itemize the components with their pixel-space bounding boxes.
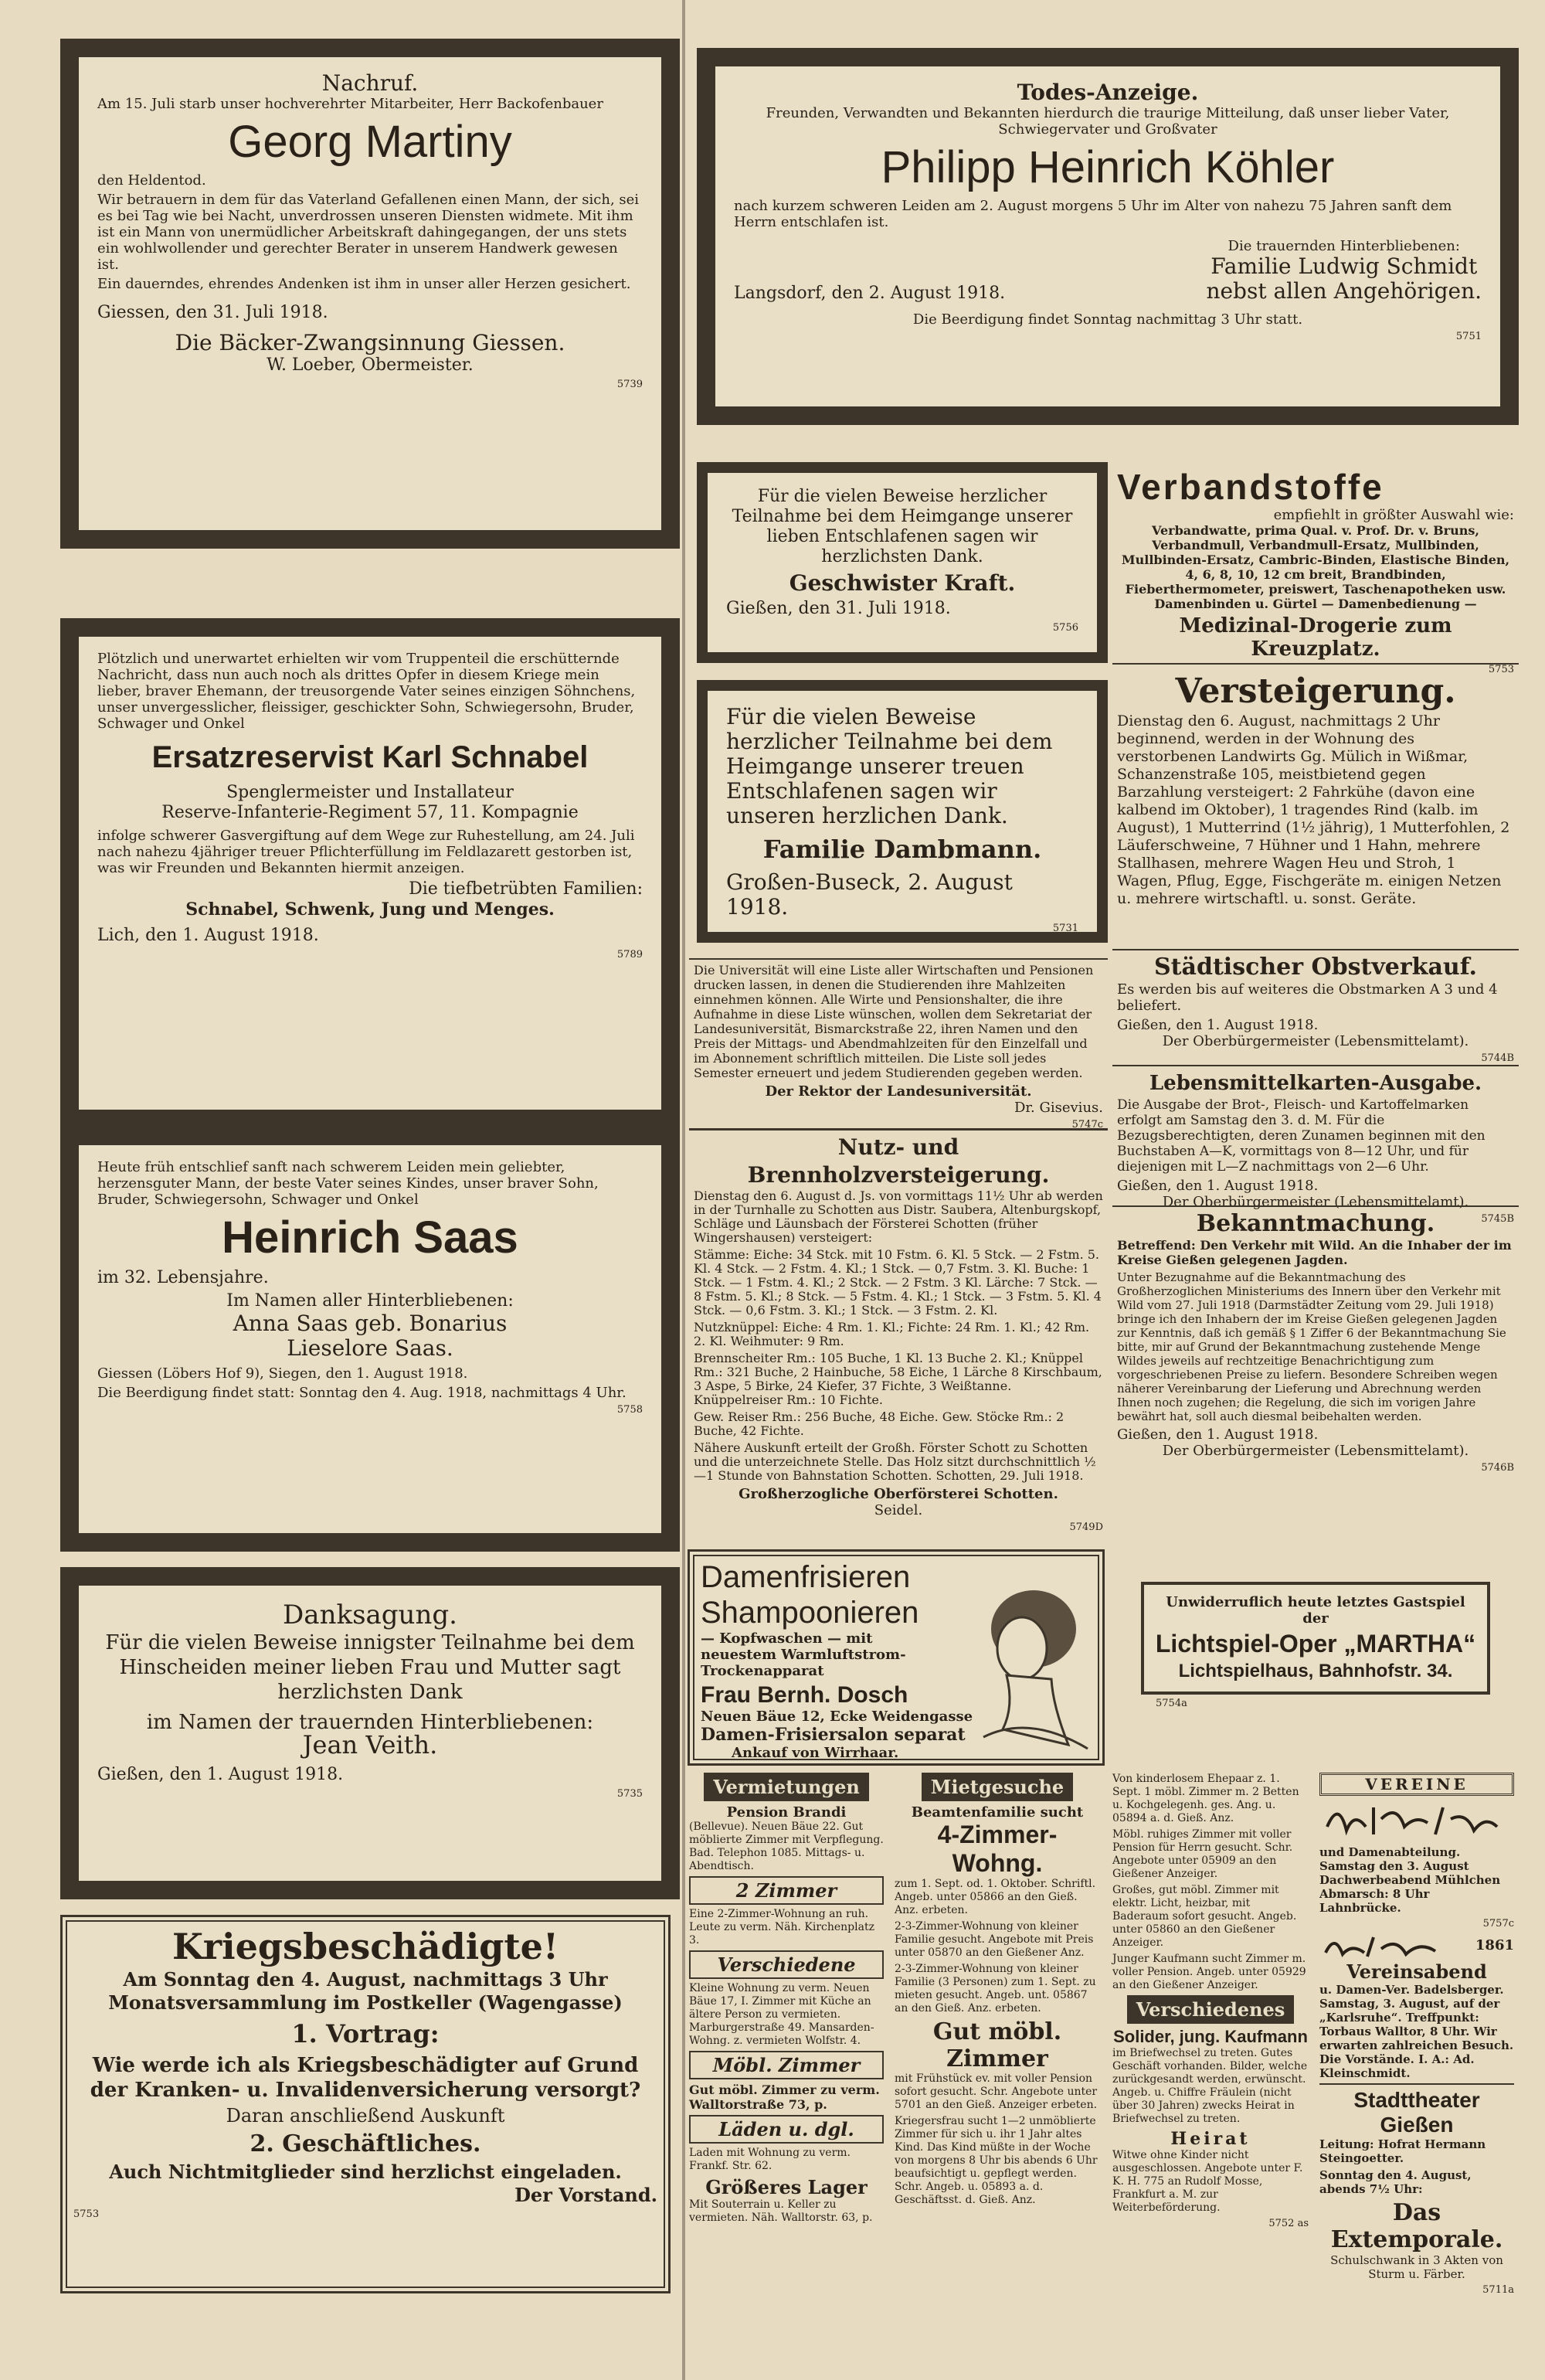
krieg-after: Daran anschließend Auskunft — [226, 2105, 505, 2127]
univ-sign: Der Rektor der Landesuniversität. — [765, 1083, 1032, 1100]
theater-time: Sonntag den 4. August, abends 7½ Uhr: — [1319, 2168, 1472, 2196]
saas-child: Lieselore Saas. — [287, 1335, 453, 1361]
obituary-schnabel — [60, 618, 680, 1128]
kraft-date: Gießen, den 31. Juli 1918. — [726, 599, 951, 618]
bekannt-text: Unter Bezugnahme auf die Bekanntmachung des Großherzoglichen Ministeriums des Innern über den Verkehr mit Wild vom 27. Juli 1918 (Darmstädter Zeitung vom 29. Juli 1918) bringe ich den Inhabern der im Kreise Gießen gelegenen Jagden zur Kenntnis, daß ich gemäß § 1 Ziffer 6 der Bekanntmachung Sie bitte, mir auf Grund der Bekanntmachung zustehende Menge Wildes jeweils auf rechtzeitige Benachrichtigung zum vorgeschriebenen Preise zu liefern. Besondere Schreiben wegen näherer Vereinbarung der Lieferung und Abrechnung werden Ihnen noch zugehen; die Regelung, die sich im vorigen Jahre bewährt hat, soll auch diesmal beibehalten werden. — [1117, 1270, 1506, 1423]
koehler-mourners-label: Die trauernden Hinterbliebenen: — [1228, 238, 1460, 254]
club-signature-2-logo-icon — [1319, 1930, 1443, 1960]
miet-beamt: Beamtenfamilie sucht — [911, 1804, 1084, 1821]
vsch-title: Solider, jung. Kaufmann — [1113, 2027, 1308, 2046]
verm-label-moebl: Möbl. Zimmer — [689, 2051, 884, 2079]
miet-wohn: 4-Zimmer-Wohng. — [937, 1821, 1058, 1877]
thanks-veith — [60, 1567, 680, 1899]
martha-line3: Lichtspielhaus, Bahnhofstr. 34. — [1178, 1661, 1453, 1681]
vereine-verein-title: Vereinsabend — [1346, 1960, 1487, 1983]
holz-title: Nutz- und Brennholzversteigerung. — [747, 1134, 1050, 1188]
saas-code: 5758 — [616, 1404, 643, 1416]
verm-lager: Mit Souterrain u. Keller zu vermieten. Näh. Walltorstr. 63, p. — [689, 2198, 873, 2224]
kinder-text3: Großes, gut möbl. Zimmer mit elektr. Licht, heizbar, mit Baderaum sofort gesucht. Angeb. unter 05860 an den Gießener Anzeiger. — [1112, 1884, 1297, 1949]
obst-sign: Der Oberbürgermeister (Lebensmittelamt). — [1162, 1033, 1469, 1049]
verband-line1: empfiehlt in größter Auswahl wie: — [1273, 507, 1514, 523]
schnabel-date: Lich, den 1. August 1918. — [97, 926, 319, 945]
miet-gut: Gut möbl. Zimmer — [932, 2018, 1062, 2072]
martiny-code: 5739 — [616, 379, 643, 390]
verm-laden: Laden mit Wohnung zu verm. Frankf. Str. 62. — [689, 2147, 851, 2172]
obst-date: Gießen, den 1. August 1918. — [1117, 1017, 1319, 1033]
kraft-text: Für die vielen Beweise herzlicher Teilnahme bei dem Heimgange unserer lieben Entschlafenen sagen wir herzlichsten Dank. — [732, 487, 1073, 566]
classifieds-vermietungen — [684, 1770, 888, 2357]
martiny-date: Giessen, den 31. Juli 1918. — [97, 303, 328, 322]
dosch-line2: Shampoonieren — [701, 1596, 919, 1630]
verband-text: Verbandwatte, prima Qual. v. Prof. Dr. v. Bruns, Verbandmull, Verbandmull-Ersatz, Mullbinden, Mullbinden-Ersatz, Cambric-Binden, Elastische Binden, 4, 6, 8, 10, 12 cm breit, Brandbinden, Fieberthermometer, preiswert, Taschenapotheken usw. Damenbinden u. Gürtel — Damenbedienung — — [1121, 523, 1510, 611]
versteigerung-title: Versteigerung. — [1175, 672, 1456, 711]
verm-moebl: Gut möbl. Zimmer zu verm. Walltorstraße 73, p. — [689, 2082, 880, 2112]
obituary-saas — [60, 1127, 680, 1552]
schnabel-rank2: Reserve-Infanterie-Regiment 57, 11. Kompagnie — [161, 803, 579, 822]
krieg-invite: Auch Nichtmitglieder sind herzlichst eingeladen. — [109, 2161, 622, 2183]
martiny-name: Georg Martiny — [228, 117, 512, 167]
martha-line1: Unwiderruflich heute letztes Gastspiel der — [1166, 1594, 1465, 1627]
veith-date: Gießen, den 1. August 1918. — [97, 1765, 344, 1784]
dambmann-name: Familie Dambmann. — [762, 835, 1042, 864]
dosch-addr: Neuen Bäue 12, Ecke Weidengasse — [701, 1708, 973, 1725]
verm-tag: Vermietungen — [704, 1773, 869, 1801]
versteigerung-text: Dienstag den 6. August, nachmittags 2 Uhr beginnend, werden in der Wohnung des verstorbenen Landwirts Gg. Mülich in Wißmar, Schanzenstraße 105, meistbietend gegen Barzahlung versteigert: 2 Fahrkühe (davon eine kalbend im Oktober), 1 tragendes Rind (kalb. im August), 1 Mutterrind (1½ jährig), 1 Mutterfohlen, 2 Läuferschweine, 7 Hühner und 1 Hahn, mehrere Stallhasen, mehrere Wagen Heu und Stroh, 1 Wagen, Pflug, Egge, Fischgeräte m. einigen Netzen u. mehrere wirtschaftl. u. sonst. Geräte. — [1117, 712, 1510, 907]
lebens-sign: Der Oberbürgermeister (Lebensmittelamt). — [1162, 1194, 1469, 1210]
vsch-heirat: Heirat — [1170, 2129, 1251, 2149]
saas-date: Giessen (Löbers Hof 9), Siegen, den 1. August 1918. — [97, 1365, 468, 1382]
schnabel-text: infolge schwerer Gasvergiftung auf dem Wege zur Ruhestellung, am 24. Juli nach nahezu 4jähriger treuer Pflichterfüllung im Feldlazarett gestorben ist, was wir Freunden und Bekannten hiermit anzeigen. — [97, 828, 635, 876]
krieg-code: 5753 — [73, 2208, 100, 2220]
obituary-koehler — [697, 48, 1519, 425]
koehler-place: Langsdorf, den 2. August 1918. — [734, 284, 1006, 303]
saas-age: im 32. Lebensjahre. — [97, 1268, 269, 1287]
dosch-line3: — Kopfwaschen — mit neuestem Warmluftstrom-Trockenapparat — [701, 1630, 906, 1679]
vereine-damen: und Damenabteilung. Samstag den 3. August Dachwerbeabend Mühlchen Abmarsch: 8 Uhr Lahnbrücke. — [1319, 1845, 1501, 1915]
notice-versteigerung — [1112, 668, 1519, 946]
veith-text: Für die vielen Beweise innigster Teilnahme bei dem Hinscheiden meiner lieben Frau und Mutter sagt herzlichsten Dank — [105, 1631, 635, 1704]
verm-lager-title: Größeres Lager — [705, 2176, 868, 2198]
obst-text: Es werden bis auf weiteres die Obstmarken A 3 und 4 beliefert. — [1117, 981, 1498, 1014]
notice-bekanntmachung — [1112, 1205, 1519, 1545]
vsch-heirat-text: Witwe ohne Kinder nicht ausgeschlossen. Angebote unter F. K. H. 775 an Rudolf Mosse, Frankfurt a. M. zur Weiterbeförderung. — [1112, 2149, 1303, 2214]
verm-label-laden: Läden u. dgl. — [689, 2115, 884, 2144]
verm-versch: Kleine Wohnung zu verm. Neuen Bäue 17, I. Zimmer mit Küche an ältere Person zu vermieten. Marburgerstraße 49. Mansarden-Wohng. z. vermieten Wolfstr. 4. — [689, 1982, 874, 2047]
verband-code: 5753 — [1488, 664, 1514, 675]
saas-name: Heinrich Saas — [222, 1212, 518, 1263]
holz-reiser: Gew. Reiser Rm.: 256 Buche, 48 Eiche. Gew. Stöcke Rm.: 2 Buche, 42 Fichte. — [694, 1409, 1065, 1438]
koehler-intro: Freunden, Verwandten und Bekannten hierdurch die traurige Mitteilung, daß unser lieber Vater, Schwiegervater und Großvater — [766, 105, 1450, 138]
veith-title: Danksagung. — [283, 1600, 457, 1630]
holz-code: 5749D — [1069, 1522, 1103, 1533]
martiny-text2: Wir betrauern in dem für das Vaterland Gefallenen einen Mann, der sich, sei es bei Tag wie bei Nacht, unverdrossen unseren Diensten widmete. Mit ihm ist ein Mann von unermüdlicher Arbeitskraft dahingegangen, der uns stets ein wohlwollender und gerechter Berater in unserem Handwerk gewesen ist. — [97, 192, 640, 273]
holz-brenn: Brennscheiter Rm.: 105 Buche, 1 Kl. 13 Buche 2. Kl.; Knüppel Rm.: 321 Buche, 2 Hainbuche, 58 Eiche, 1 Lärche 8 Kirschbaum, 3 Aspe, 5 Birke, 24 Kiefer, 37 Fichte, 3 Weißtanne. Knüppelreiser Rm.: 10 Fichte. — [694, 1351, 1102, 1407]
lebens-date: Gießen, den 1. August 1918. — [1117, 1178, 1319, 1194]
lebens-code: 5745B — [1481, 1213, 1514, 1225]
schnabel-name: Ersatzreservist Karl Schnabel — [151, 740, 589, 774]
vsch-text: im Briefwechsel zu treten. Gutes Geschäft vorhanden. Bilder, welche zurückgesandt werden, erwünscht. Angeb. u. Chiffre Fräulein (nicht über 30 Jahren) zwecks Heirat in Briefwechsel zu treten. — [1112, 2047, 1308, 2125]
schnabel-intro: Plötzlich und unerwartet erhielten wir vom Truppenteil die erschütternde Nachricht, dass nun auch noch als drittes Opfer in diesem Kriege mein lieber, braver Ehemann, der treusorgende Vater seines einzigen Söhnchens, unser unvergesslicher, fleissiger, geschickter Sohn, Schwiegersohn, Bruder, Schwager und Onkel — [97, 651, 636, 732]
saas-widow: Anna Saas geb. Bonarius — [233, 1311, 508, 1336]
bekannt-date: Gießen, den 1. August 1918. — [1117, 1426, 1319, 1443]
saas-intro: Heute früh entschlief sanft nach schwerem Leiden mein geliebter, herzensguter Mann, der beste Vater seines Kindes, unser braver Sohn, Bruder, Schwiegersohn, Schwager und Onkel — [97, 1159, 599, 1208]
koehler-code: 5751 — [1455, 331, 1482, 342]
krieg-title: Kriegsbeschädigte! — [171, 1926, 559, 1967]
kraft-name: Geschwister Kraft. — [789, 570, 1016, 596]
krieg-item2: 2. Geschäftliches. — [250, 2130, 481, 2157]
theater-title: Stadttheater Gießen — [1353, 2088, 1480, 2137]
notice-kriegsbeschaedigte — [60, 1915, 671, 2293]
schnabel-code: 5789 — [616, 949, 643, 960]
bekannt-code: 5746B — [1481, 1462, 1514, 1474]
koehler-family2: nebst allen Angehörigen. — [1206, 278, 1482, 304]
vereine-verein: u. Damen-Ver. Badelsberger. Samstag, 3. August, auf der „Karlsruhe“. Treffpunkt: Torbaus Walltor, 8 Uhr. Wir erwarten zahlreichen Besuch. Die Vorstände. I. A.: Ad. Kleinschmidt. — [1319, 1983, 1514, 2080]
obituary-martiny — [60, 39, 680, 549]
thanks-kraft — [697, 462, 1108, 663]
obst-code: 5744B — [1481, 1052, 1514, 1064]
theater-code: 5711a — [1482, 2284, 1514, 2296]
koehler-name: Philipp Heinrich Köhler — [881, 142, 1335, 192]
verm-zimmer: Eine 2-Zimmer-Wohnung an ruh. Leute zu verm. Näh. Kirchenplatz 3. — [689, 1908, 874, 1946]
dosch-line1: Damenfrisieren — [701, 1560, 911, 1594]
miet-w3: 2-3-Zimmer-Wohnung von kleiner Familie (3 Personen) zum 1. Sept. zu mieten gesucht. Angeb. unt. 05867 an den Gieß. Anz. erbeten. — [895, 1963, 1096, 2014]
vereine-year: 1861 — [1475, 1936, 1514, 1953]
notice-holzversteigerung — [689, 1128, 1108, 1545]
ad-verbandstoffe — [1112, 464, 1519, 675]
bekannt-sign: Der Oberbürgermeister (Lebensmittelamt). — [1162, 1443, 1469, 1459]
miet-tag: Mietgesuche — [922, 1773, 1073, 1801]
obst-title: Städtischer Obstverkauf. — [1154, 954, 1477, 981]
holz-footer: Nähere Auskunft erteilt der Großh. Förster Schott zu Schotten und die unterzeichnete Stelle. Das Holz sitzt durchschnittlich ½—1 Stunde von Bahnstation Schotten. Schotten, 29. Juli 1918. — [694, 1440, 1096, 1483]
holz-name: Seidel. — [874, 1502, 923, 1518]
krieg-sign: Der Vorstand. — [514, 2184, 657, 2206]
lebens-title: Lebensmittelkarten-Ausgabe. — [1149, 1072, 1482, 1095]
vereine-tag: VEREINE — [1319, 1773, 1514, 1796]
koehler-text: nach kurzem schweren Leiden am 2. August morgens 5 Uhr im Alter von nahezu 75 Jahren sanft dem Herrn entschlafen ist. — [734, 198, 1452, 230]
theater-text: Schulschwank in 3 Akten von Sturm u. Färber. — [1330, 2253, 1503, 2281]
martiny-title: Nachruf. — [321, 70, 419, 96]
club-signature-logo-icon — [1319, 1796, 1505, 1842]
kinder-text2: Möbl. ruhiges Zimmer mit voller Pension für Herrn gesucht. Schr. Angebote unter 05909 an den Gießener Anzeiger. — [1112, 1828, 1293, 1880]
veith-mourners: im Namen der trauernden Hinterbliebenen: — [146, 1711, 594, 1734]
verband-title: Verbandstoffe — [1117, 467, 1384, 507]
martiny-intro: Am 15. Juli starb unser hochverehrter Mitarbeiter, Herr Backofenbauer — [97, 96, 603, 112]
martiny-sign: W. Loeber, Obermeister. — [267, 355, 474, 375]
martiny-text3: Ein dauerndes, ehrendes Andenken ist ihm in unser aller Herzen gesichert. — [97, 276, 631, 292]
notice-university — [689, 958, 1108, 1128]
lady-portrait-icon — [960, 1575, 1092, 1753]
classifieds-vereine — [1315, 1770, 1519, 2357]
vereine-damen-code: 5757c — [1482, 1918, 1514, 1930]
martha-code: 5754a — [1156, 1698, 1187, 1709]
dambmann-code: 5731 — [1052, 923, 1078, 934]
miet-wohn-text: zum 1. Sept. od. 1. Oktober. Schriftl. Angeb. unter 05866 an den Gieß. Anz. erbeten. — [895, 1878, 1096, 1916]
lebens-text: Die Ausgabe der Brot-, Fleisch- und Kartoffelmarken erfolgt am Samstag den 3. d. M. Für die Bezugsberechtigten, deren Zunamen beginnen mit den Buchstaben A—K, vormittags von 8—12 Uhr, und für diejenigen mit L—Z nachmittags von 2—6 Uhr. — [1117, 1097, 1486, 1175]
vsch-code: 5752 as — [1268, 2218, 1309, 2229]
martha-line2: Lichtspiel-Oper „MARTHA“ — [1155, 1630, 1476, 1658]
holz-stamme: Stämme: Eiche: 34 Stck. mit 10 Fstm. 6. Kl. 5 Stck. — 2 Fstm. 5. Kl. 4 Stck. — 2 Fstm. 4. Kl.; 1 Stck. — 0,7 Fstm. 3. Kl. Buche: 1 Stck. — 1 Fstm. 4. Kl.; 2 Stck. — 2 Fstm. 3 Kl. Lärche: 7 Stck. — 8 Fstm. 5. Kl.; 8 Stck. — 5 Fstm. 4. Kl.; 1 Stck. — 3 Fstm. 5. Kl. 4 Stck. — 0,6 Fstm. 3. Kl.; 1 Stck. — 3 Fstm. 2. Kl. — [694, 1247, 1102, 1318]
vsch-tag: Verschiedenes — [1127, 1995, 1295, 2024]
univ-code: 5747c — [1071, 1119, 1103, 1130]
saas-mourners-label: Im Namen aller Hinterbliebenen: — [226, 1291, 514, 1311]
dosch-name: Frau Bernh. Dosch — [701, 1682, 908, 1708]
dambmann-text: Für die vielen Beweise herzlicher Teilnahme bei dem Heimgange unserer treuen Entschlafenen sagen wir unseren herzlichen Dank. — [726, 704, 1053, 828]
theater-lead: Leitung: Hofrat Hermann Steingoetter. — [1319, 2137, 1486, 2165]
schnabel-mourners-label: Die tiefbetrübten Familien: — [409, 879, 643, 899]
martiny-text1: den Heldentod. — [97, 172, 206, 189]
saas-funeral: Die Beerdigung findet statt: Sonntag den 4. Aug. 1918, nachmittags 4 Uhr. — [97, 1385, 626, 1401]
classifieds-gesuche-verschiedenes — [1108, 1770, 1313, 2357]
kinder-text1: Von kinderlosem Ehepaar z. 1. Sept. 1 möbl. Zimmer m. 2 Betten u. Kochgelegenh. ges. Ang. u. 05894 a. d. Gieß. Anz. — [1112, 1773, 1299, 1824]
verband-shop: Medizinal-Drogerie zum Kreuzplatz. — [1179, 614, 1452, 661]
dosch-buy: Ankauf von Wirrhaar. — [732, 1745, 899, 1761]
ad-martha — [1112, 1549, 1519, 1766]
krieg-question: Wie werde ich als Kriegsbeschädigter auf Grund der Kranken- u. Invalidenversicherung versorgt? — [90, 2054, 641, 2102]
notice-obstverkauf — [1112, 949, 1519, 1065]
koehler-title: Todes-Anzeige. — [1017, 80, 1199, 105]
schnabel-rank1: Spenglermeister und Installateur — [226, 783, 514, 802]
schnabel-families: Schnabel, Schwenk, Jung und Menges. — [185, 899, 555, 920]
kinder-text4: Junger Kaufmann sucht Zimmer m. voller Pension. Angeb. unter 05929 an den Gießener Anzeiger. — [1112, 1953, 1306, 1991]
miet-w2: 2-3-Zimmer-Wohnung von kleiner Familie gesucht. Angebote mit Preis unter 05870 an den Gießener Anz. — [895, 1920, 1094, 1959]
bekannt-subject: Betreffend: Den Verkehr mit Wild. An die Inhaber der im Kreise Gießen gelegenen Jagden. — [1117, 1238, 1512, 1267]
univ-name: Dr. Gisevius. — [1014, 1100, 1103, 1116]
holz-text: Dienstag den 6. August d. Js. von vormittags 11½ Uhr ab werden in der Turnhalle zu Schotten aus Distr. Saubera, Altenburgskopf, Schläge und Läunsbach der Försterei Schotten (früher Wingershausen) versteigert: — [694, 1188, 1103, 1245]
verm-label-verschiedene: Verschiedene — [689, 1950, 884, 1979]
dambmann-date: Großen-Buseck, 2. August 1918. — [726, 869, 1013, 920]
koehler-family1: Familie Ludwig Schmidt — [1211, 253, 1478, 279]
holz-sign: Großherzogliche Oberförsterei Schotten. — [739, 1486, 1058, 1502]
theater-play: Das Extemporale. — [1330, 2199, 1503, 2253]
kraft-code: 5756 — [1052, 622, 1078, 634]
miet-gut-text: mit Frühstück ev. mit voller Pension sofort gesucht. Schr. Angebote unter 5701 an den Gieß. Anzeiger erbeten. — [895, 2072, 1098, 2111]
thanks-dambmann — [697, 680, 1108, 943]
univ-text: Die Universität will eine Liste aller Wirtschaften und Pensionen drucken lassen, in denen die Studierenden ihre Mahlzeiten einnehmen können. Alle Wirte und Pensionshalter, die ihre Aufnahme in diese Liste wünschen, wollen dem Sekretariat der Landesuniversität, Bismarckstraße 22, ihren Namen und den Preis der Mittags- und Abendmahlzeiten für den Einzelfall und im Abonnement schriftlich mitteilen. Die Liste soll jedes Semester erneuert und jedem Studierenden gegeben werden. — [694, 963, 1094, 1080]
dosch-salon: Damen-Frisiersalon separat — [701, 1725, 966, 1745]
krieg-line1: Am Sonntag den 4. August, nachmittags 3 Uhr Monatsversammlung im Postkeller (Wagengasse) — [108, 1968, 623, 2014]
veith-code: 5735 — [616, 1788, 643, 1800]
verm-label-2zimmer: 2 Zimmer — [689, 1876, 884, 1905]
verm-brandi: (Bellevue). Neuen Bäue 22. Gut möblierte Zimmer mit Verpflegung. Bad. Telephon 1085. Mittags- u. Abendtisch. — [689, 1821, 884, 1872]
krieg-vortrag: 1. Vortrag: — [291, 2019, 440, 2048]
classifieds-mietgesuche — [890, 1770, 1105, 2357]
miet-krieger: Kriegersfrau sucht 1—2 unmöblierte Zimmer für sich u. ihr 1 Jahr altes Kind. Das Kind müßte in der Woche von morgens 8 Uhr bis abends 6 Uhr beaufsichtigt u. gepflegt werden. Schr. Angeb. u. 05893 a. d. Geschäftsst. d. Gieß. Anz. — [895, 2115, 1098, 2206]
ad-dosch — [688, 1549, 1105, 1766]
martiny-org: Die Bäcker-Zwangsinnung Giessen. — [175, 330, 565, 355]
koehler-funeral: Die Beerdigung findet Sonntag nachmittag 3 Uhr statt. — [912, 311, 1303, 328]
veith-name: Jean Veith. — [302, 1730, 438, 1760]
verm-brandi-title: Pension Brandi — [726, 1804, 847, 1821]
holz-knueppel: Nutzknüppel: Eiche: 4 Rm. 1. Kl.; Fichte: 24 Rm. 1. Kl.; 42 Rm. 2. Kl. Weihmuter: 9 Rm. — [694, 1320, 1090, 1348]
bekannt-title: Bekanntmachung. — [1196, 1210, 1435, 1237]
